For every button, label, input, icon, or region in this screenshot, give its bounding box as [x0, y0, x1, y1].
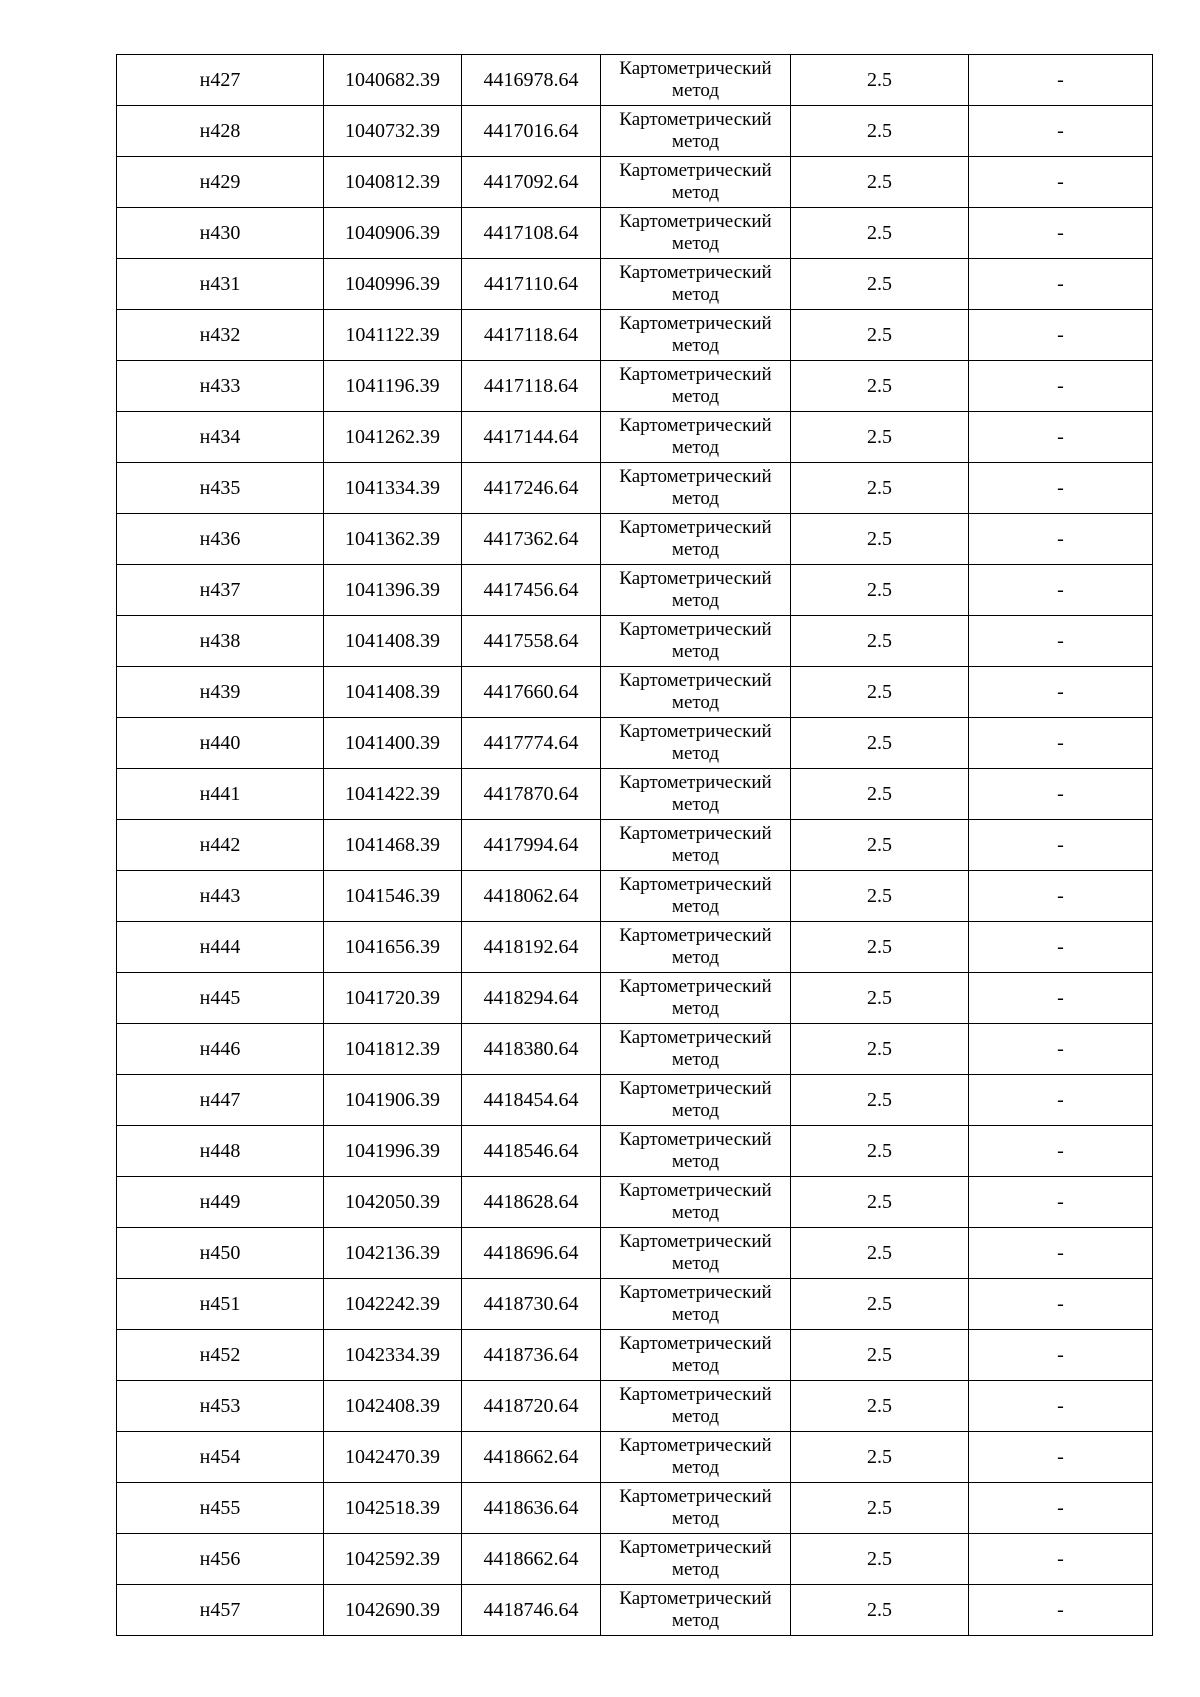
method-cell: Картометрический метод [601, 55, 791, 106]
method-cell: Картометрический метод [601, 157, 791, 208]
table-row [117, 1177, 1153, 1228]
table-row [117, 1279, 1153, 1330]
y-coordinate-cell: 4417118.64 [462, 310, 601, 361]
y-coordinate-cell: 4418662.64 [462, 1534, 601, 1585]
x-coordinate-cell: 1042334.39 [324, 1330, 462, 1381]
method-cell: Картометрический метод [601, 1075, 791, 1126]
description-cell: - [969, 1126, 1153, 1177]
accuracy-cell: 2.5 [791, 1075, 969, 1126]
y-coordinate-cell: 4417246.64 [462, 463, 601, 514]
y-coordinate-cell: 4418380.64 [462, 1024, 601, 1075]
description-cell: - [969, 871, 1153, 922]
method-cell: Картометрический метод [601, 412, 791, 463]
table-row [117, 1381, 1153, 1432]
x-coordinate-cell: 1041400.39 [324, 718, 462, 769]
table-row [117, 1126, 1153, 1177]
accuracy-cell: 2.5 [791, 259, 969, 310]
method-cell: Картометрический метод [601, 871, 791, 922]
accuracy-cell: 2.5 [791, 871, 969, 922]
accuracy-cell: 2.5 [791, 412, 969, 463]
method-cell: Картометрический метод [601, 1381, 791, 1432]
method-cell: Картометрический метод [601, 922, 791, 973]
method-cell: Картометрический метод [601, 565, 791, 616]
y-coordinate-cell: 4417774.64 [462, 718, 601, 769]
method-cell: Картометрический метод [601, 718, 791, 769]
description-cell: - [969, 1177, 1153, 1228]
point-cell: н431 [117, 259, 324, 310]
y-coordinate-cell: 4417118.64 [462, 361, 601, 412]
description-cell: - [969, 616, 1153, 667]
table-row [117, 1483, 1153, 1534]
x-coordinate-cell: 1042690.39 [324, 1585, 462, 1636]
point-cell: н450 [117, 1228, 324, 1279]
method-cell: Картометрический метод [601, 667, 791, 718]
y-coordinate-cell: 4418746.64 [462, 1585, 601, 1636]
table-row [117, 616, 1153, 667]
accuracy-cell: 2.5 [791, 1177, 969, 1228]
accuracy-cell: 2.5 [791, 769, 969, 820]
point-cell: н439 [117, 667, 324, 718]
x-coordinate-cell: 1041906.39 [324, 1075, 462, 1126]
description-cell: - [969, 361, 1153, 412]
table-row [117, 922, 1153, 973]
method-cell: Картометрический метод [601, 1228, 791, 1279]
accuracy-cell: 2.5 [791, 718, 969, 769]
method-cell: Картометрический метод [601, 1279, 791, 1330]
y-coordinate-cell: 4418294.64 [462, 973, 601, 1024]
table-row [117, 565, 1153, 616]
table-row [117, 1075, 1153, 1126]
accuracy-cell: 2.5 [791, 157, 969, 208]
point-cell: н456 [117, 1534, 324, 1585]
description-cell: - [969, 157, 1153, 208]
x-coordinate-cell: 1041362.39 [324, 514, 462, 565]
description-cell: - [969, 922, 1153, 973]
y-coordinate-cell: 4418454.64 [462, 1075, 601, 1126]
y-coordinate-cell: 4417144.64 [462, 412, 601, 463]
accuracy-cell: 2.5 [791, 616, 969, 667]
table-row [117, 157, 1153, 208]
accuracy-cell: 2.5 [791, 361, 969, 412]
description-cell: - [969, 1585, 1153, 1636]
accuracy-cell: 2.5 [791, 55, 969, 106]
coordinates-table-body [117, 55, 1153, 1636]
method-cell: Картометрический метод [601, 106, 791, 157]
coordinates-table [116, 54, 1153, 1636]
table-row [117, 463, 1153, 514]
x-coordinate-cell: 1041656.39 [324, 922, 462, 973]
point-cell: н441 [117, 769, 324, 820]
table-row [117, 820, 1153, 871]
method-cell: Картометрический метод [601, 1330, 791, 1381]
x-coordinate-cell: 1042242.39 [324, 1279, 462, 1330]
accuracy-cell: 2.5 [791, 1024, 969, 1075]
x-coordinate-cell: 1041996.39 [324, 1126, 462, 1177]
y-coordinate-cell: 4418628.64 [462, 1177, 601, 1228]
point-cell: н428 [117, 106, 324, 157]
table-row [117, 361, 1153, 412]
x-coordinate-cell: 1042136.39 [324, 1228, 462, 1279]
accuracy-cell: 2.5 [791, 1534, 969, 1585]
y-coordinate-cell: 4418192.64 [462, 922, 601, 973]
y-coordinate-cell: 4417994.64 [462, 820, 601, 871]
accuracy-cell: 2.5 [791, 1228, 969, 1279]
point-cell: н430 [117, 208, 324, 259]
description-cell: - [969, 106, 1153, 157]
x-coordinate-cell: 1040906.39 [324, 208, 462, 259]
x-coordinate-cell: 1040812.39 [324, 157, 462, 208]
point-cell: н444 [117, 922, 324, 973]
point-cell: н437 [117, 565, 324, 616]
table-row [117, 106, 1153, 157]
table-row [117, 1228, 1153, 1279]
description-cell: - [969, 667, 1153, 718]
x-coordinate-cell: 1041812.39 [324, 1024, 462, 1075]
x-coordinate-cell: 1041408.39 [324, 667, 462, 718]
table-row [117, 259, 1153, 310]
x-coordinate-cell: 1041422.39 [324, 769, 462, 820]
point-cell: н434 [117, 412, 324, 463]
point-cell: н452 [117, 1330, 324, 1381]
point-cell: н438 [117, 616, 324, 667]
description-cell: - [969, 1075, 1153, 1126]
method-cell: Картометрический метод [601, 1177, 791, 1228]
description-cell: - [969, 55, 1153, 106]
y-coordinate-cell: 4418720.64 [462, 1381, 601, 1432]
description-cell: - [969, 1024, 1153, 1075]
x-coordinate-cell: 1040996.39 [324, 259, 462, 310]
description-cell: - [969, 412, 1153, 463]
accuracy-cell: 2.5 [791, 1330, 969, 1381]
point-cell: н429 [117, 157, 324, 208]
table-row [117, 667, 1153, 718]
description-cell: - [969, 259, 1153, 310]
x-coordinate-cell: 1040732.39 [324, 106, 462, 157]
description-cell: - [969, 310, 1153, 361]
y-coordinate-cell: 4417558.64 [462, 616, 601, 667]
point-cell: н436 [117, 514, 324, 565]
description-cell: - [969, 565, 1153, 616]
description-cell: - [969, 1534, 1153, 1585]
x-coordinate-cell: 1041334.39 [324, 463, 462, 514]
table-row [117, 1585, 1153, 1636]
point-cell: н445 [117, 973, 324, 1024]
description-cell: - [969, 718, 1153, 769]
accuracy-cell: 2.5 [791, 922, 969, 973]
description-cell: - [969, 1432, 1153, 1483]
x-coordinate-cell: 1041396.39 [324, 565, 462, 616]
x-coordinate-cell: 1040682.39 [324, 55, 462, 106]
method-cell: Картометрический метод [601, 1534, 791, 1585]
description-cell: - [969, 1228, 1153, 1279]
x-coordinate-cell: 1042050.39 [324, 1177, 462, 1228]
description-cell: - [969, 820, 1153, 871]
x-coordinate-cell: 1041122.39 [324, 310, 462, 361]
accuracy-cell: 2.5 [791, 565, 969, 616]
method-cell: Картометрический метод [601, 310, 791, 361]
y-coordinate-cell: 4417870.64 [462, 769, 601, 820]
point-cell: н449 [117, 1177, 324, 1228]
point-cell: н453 [117, 1381, 324, 1432]
table-row [117, 769, 1153, 820]
y-coordinate-cell: 4418662.64 [462, 1432, 601, 1483]
table-row [117, 55, 1153, 106]
table-row [117, 1534, 1153, 1585]
accuracy-cell: 2.5 [791, 667, 969, 718]
y-coordinate-cell: 4418730.64 [462, 1279, 601, 1330]
y-coordinate-cell: 4417108.64 [462, 208, 601, 259]
accuracy-cell: 2.5 [791, 973, 969, 1024]
y-coordinate-cell: 4418062.64 [462, 871, 601, 922]
method-cell: Картометрический метод [601, 259, 791, 310]
description-cell: - [969, 463, 1153, 514]
description-cell: - [969, 1279, 1153, 1330]
x-coordinate-cell: 1042470.39 [324, 1432, 462, 1483]
point-cell: н448 [117, 1126, 324, 1177]
point-cell: н447 [117, 1075, 324, 1126]
x-coordinate-cell: 1041408.39 [324, 616, 462, 667]
x-coordinate-cell: 1042408.39 [324, 1381, 462, 1432]
point-cell: н457 [117, 1585, 324, 1636]
method-cell: Картометрический метод [601, 973, 791, 1024]
y-coordinate-cell: 4418736.64 [462, 1330, 601, 1381]
accuracy-cell: 2.5 [791, 463, 969, 514]
point-cell: н451 [117, 1279, 324, 1330]
point-cell: н427 [117, 55, 324, 106]
description-cell: - [969, 1381, 1153, 1432]
point-cell: н440 [117, 718, 324, 769]
table-row [117, 718, 1153, 769]
method-cell: Картометрический метод [601, 820, 791, 871]
description-cell: - [969, 769, 1153, 820]
method-cell: Картометрический метод [601, 514, 791, 565]
method-cell: Картометрический метод [601, 1585, 791, 1636]
method-cell: Картометрический метод [601, 463, 791, 514]
x-coordinate-cell: 1042592.39 [324, 1534, 462, 1585]
accuracy-cell: 2.5 [791, 820, 969, 871]
accuracy-cell: 2.5 [791, 1126, 969, 1177]
y-coordinate-cell: 4417016.64 [462, 106, 601, 157]
accuracy-cell: 2.5 [791, 1279, 969, 1330]
description-cell: - [969, 1483, 1153, 1534]
point-cell: н455 [117, 1483, 324, 1534]
table-row [117, 973, 1153, 1024]
method-cell: Картометрический метод [601, 361, 791, 412]
table-row [117, 514, 1153, 565]
description-cell: - [969, 514, 1153, 565]
point-cell: н432 [117, 310, 324, 361]
method-cell: Картометрический метод [601, 769, 791, 820]
y-coordinate-cell: 4417362.64 [462, 514, 601, 565]
table-row [117, 1432, 1153, 1483]
method-cell: Картометрический метод [601, 208, 791, 259]
method-cell: Картометрический метод [601, 1483, 791, 1534]
y-coordinate-cell: 4416978.64 [462, 55, 601, 106]
point-cell: н446 [117, 1024, 324, 1075]
accuracy-cell: 2.5 [791, 310, 969, 361]
point-cell: н442 [117, 820, 324, 871]
y-coordinate-cell: 4417110.64 [462, 259, 601, 310]
table-row [117, 1330, 1153, 1381]
description-cell: - [969, 208, 1153, 259]
x-coordinate-cell: 1041720.39 [324, 973, 462, 1024]
description-cell: - [969, 973, 1153, 1024]
method-cell: Картометрический метод [601, 616, 791, 667]
y-coordinate-cell: 4418696.64 [462, 1228, 601, 1279]
accuracy-cell: 2.5 [791, 1432, 969, 1483]
table-row [117, 412, 1153, 463]
point-cell: н454 [117, 1432, 324, 1483]
y-coordinate-cell: 4417456.64 [462, 565, 601, 616]
accuracy-cell: 2.5 [791, 1381, 969, 1432]
y-coordinate-cell: 4418546.64 [462, 1126, 601, 1177]
y-coordinate-cell: 4418636.64 [462, 1483, 601, 1534]
accuracy-cell: 2.5 [791, 514, 969, 565]
point-cell: н433 [117, 361, 324, 412]
x-coordinate-cell: 1041468.39 [324, 820, 462, 871]
accuracy-cell: 2.5 [791, 1483, 969, 1534]
table-row [117, 871, 1153, 922]
method-cell: Картометрический метод [601, 1126, 791, 1177]
y-coordinate-cell: 4417660.64 [462, 667, 601, 718]
accuracy-cell: 2.5 [791, 106, 969, 157]
table-row [117, 310, 1153, 361]
point-cell: н435 [117, 463, 324, 514]
accuracy-cell: 2.5 [791, 1585, 969, 1636]
x-coordinate-cell: 1041546.39 [324, 871, 462, 922]
y-coordinate-cell: 4417092.64 [462, 157, 601, 208]
x-coordinate-cell: 1041262.39 [324, 412, 462, 463]
table-row [117, 1024, 1153, 1075]
accuracy-cell: 2.5 [791, 208, 969, 259]
description-cell: - [969, 1330, 1153, 1381]
point-cell: н443 [117, 871, 324, 922]
x-coordinate-cell: 1042518.39 [324, 1483, 462, 1534]
method-cell: Картометрический метод [601, 1024, 791, 1075]
method-cell: Картометрический метод [601, 1432, 791, 1483]
x-coordinate-cell: 1041196.39 [324, 361, 462, 412]
table-row [117, 208, 1153, 259]
